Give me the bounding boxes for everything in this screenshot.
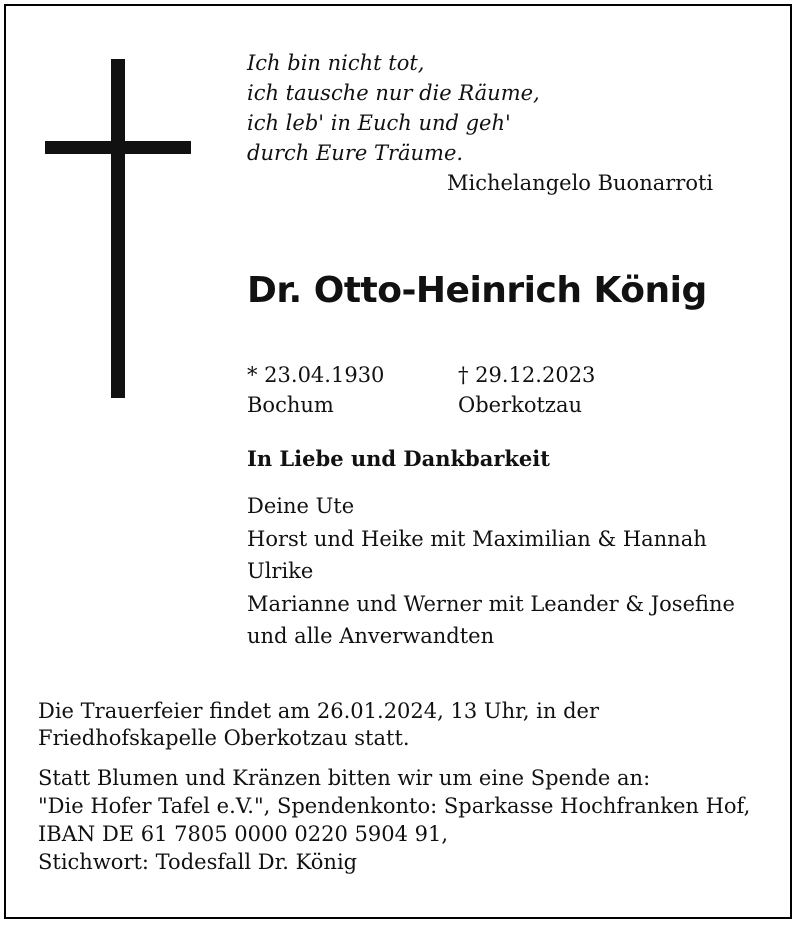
donation-notice xyxy=(38,764,750,876)
birth-date: * 23.04.1930 xyxy=(247,363,385,387)
donation-line: IBAN DE 61 7805 0000 0220 5904 91, xyxy=(38,822,449,846)
death-info xyxy=(458,360,595,420)
birth-place: Bochum xyxy=(247,393,334,417)
cross-icon xyxy=(111,59,125,398)
cross-icon-crossbar xyxy=(45,141,191,154)
quote-line: durch Eure Träume. xyxy=(247,141,464,165)
deceased-name: Dr. Otto-Heinrich König xyxy=(247,270,707,311)
family-list xyxy=(247,490,735,653)
donation-line: "Die Hofer Tafel e.V.", Spendenkonto: Sparkasse Hochfranken Hof, xyxy=(38,794,751,818)
family-member: und alle Anverwandten xyxy=(247,624,495,648)
quote-line: ich leb' in Euch und geh' xyxy=(247,111,511,135)
quote-line: Ich bin nicht tot, xyxy=(247,51,425,75)
family-member: Marianne und Werner mit Leander & Josefine xyxy=(247,591,735,616)
ceremony-notice xyxy=(38,698,599,752)
quote xyxy=(247,48,747,168)
quote-author: Michelangelo Buonarroti xyxy=(447,171,714,195)
donation-line: Statt Blumen und Kränzen bitten wir um eine Spende an: xyxy=(38,766,651,790)
death-date: † 29.12.2023 xyxy=(458,363,596,387)
family-member: Horst und Heike mit Maximilian & Hannah xyxy=(247,526,707,551)
ceremony-line: Friedhofskapelle Oberkotzau statt. xyxy=(38,726,410,750)
dedication: In Liebe und Dankbarkeit xyxy=(247,446,550,471)
quote-line: ich tausche nur die Räume, xyxy=(247,81,540,105)
ceremony-line: Die Trauerfeier findet am 26.01.2024, 13 Uhr, in der xyxy=(38,699,600,723)
death-place: Oberkotzau xyxy=(458,393,583,417)
family-member: Ulrike xyxy=(247,559,314,583)
birth-info xyxy=(247,360,384,420)
donation-line: Stichwort: Todesfall Dr. König xyxy=(38,850,358,874)
family-member: Deine Ute xyxy=(247,494,355,518)
